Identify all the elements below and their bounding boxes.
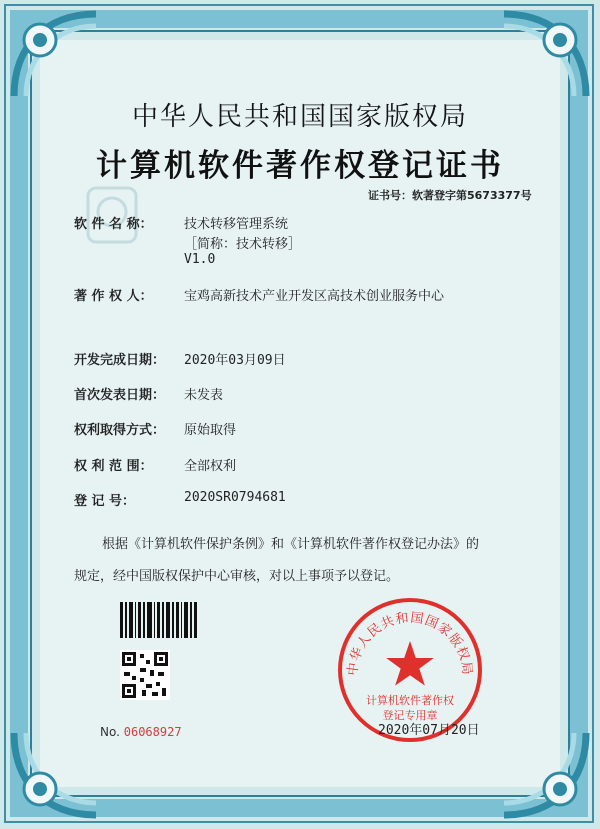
field-label-software-name: 软 件 名 称：: [74, 217, 153, 232]
field-value-software-name: 技术转移管理系统: [184, 217, 289, 232]
seal-star-icon: [386, 641, 434, 686]
serial-prefix: No.: [100, 725, 120, 739]
issuer-title: 中华人民共和国国家版权局: [131, 102, 468, 132]
field-value-version: V1.0: [184, 252, 216, 267]
barcode: [120, 602, 200, 638]
certificate-title: 计算机软件著作权登记证书: [96, 148, 504, 184]
field-label-registration-number: 登 记 号：: [74, 494, 136, 509]
field-value-copyright-owner: 宝鸡高新技术产业开发区高技术创业服务中心: [184, 289, 445, 304]
seal-line-1: 计算机软件著作权: [366, 694, 454, 707]
corner-ornament-bottom-right: [494, 723, 594, 823]
seal-line-2: 登记专用章: [382, 709, 438, 722]
field-label-copyright-owner: 著 作 权 人：: [74, 289, 153, 304]
serial-value: 06068927: [123, 725, 182, 739]
issue-date: 2020年07月20日: [378, 723, 480, 738]
corner-ornament-top-left: [6, 6, 106, 106]
certificate-number-label: 证书号：: [368, 189, 412, 202]
statement-line-1: 根据《计算机软件保护条例》和《计算机软件著作权登记办法》的: [102, 537, 480, 552]
corner-ornament-top-right: [494, 6, 594, 106]
certificate-number-value: 软著登字第5673377号: [412, 189, 532, 202]
seal-arc-text: 中华人民共和国国家版权局: [345, 610, 475, 677]
field-value-publication-date: 未发表: [184, 388, 224, 403]
serial-number: [100, 725, 182, 739]
statement-line-2: 规定，经中国版权保护中心审核，对以上事项予以登记。: [74, 569, 400, 584]
field-label-rights-scope: 权 利 范 围：: [74, 459, 153, 474]
field-value-short-name: ［简称：技术转移］: [184, 237, 302, 252]
qr-code: [120, 650, 170, 700]
field-label-acquisition-method: 权利取得方式：: [74, 423, 166, 438]
field-label-completion-date: 开发完成日期：: [74, 353, 166, 368]
field-value-acquisition-method: 原始取得: [184, 423, 237, 438]
field-value-rights-scope: 全部权利: [184, 459, 237, 474]
certificate-number: [368, 187, 532, 203]
field-value-completion-date: 2020年03月09日: [184, 353, 286, 368]
corner-ornament-bottom-left: [6, 723, 106, 823]
field-value-registration-number: 2020SR0794681: [184, 490, 286, 505]
field-label-publication-date: 首次发表日期：: [74, 388, 166, 403]
